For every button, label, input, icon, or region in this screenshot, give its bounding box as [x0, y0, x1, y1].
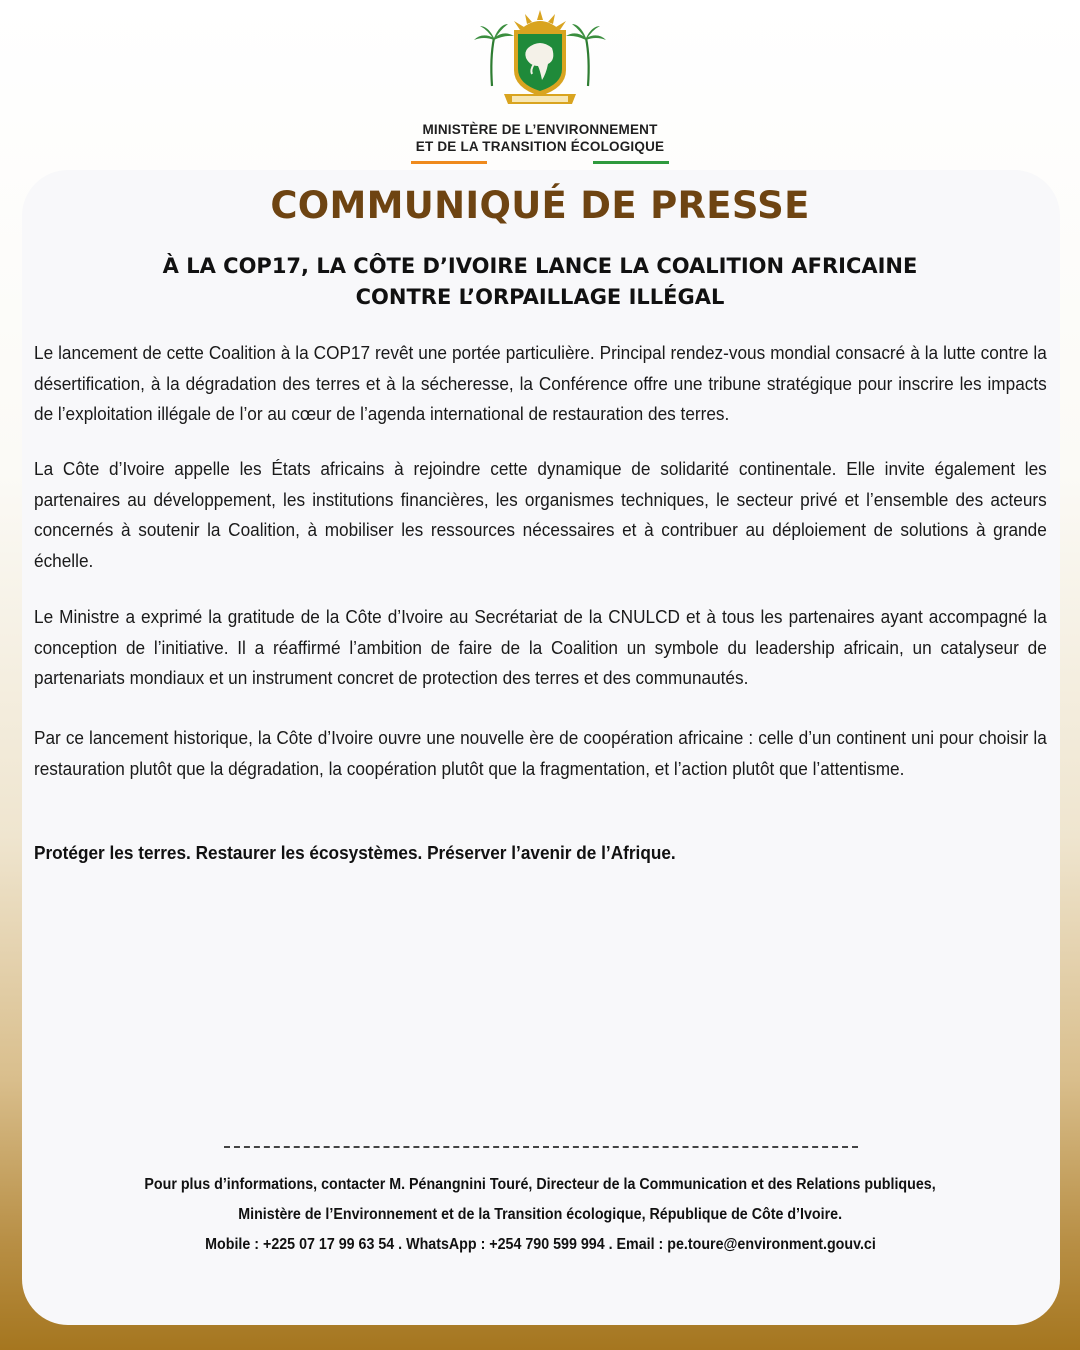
body-paragraph: Par ce lancement historique, la Côte d’Ivoire ouvre une nouvelle ère de coopération africaine : celle d’un continent uni pour choisir la restauration plutôt que la dégradation, la coopération plutôt que la fragmentation, et l’action plutôt que l’attentisme.	[34, 727, 1047, 779]
flag-orange-bar	[411, 161, 487, 164]
body-paragraph: La Côte d’Ivoire appelle les États africains à rejoindre cette dynamique de solidarité continentale. Elle invite également les partenaires au développement, les institutions financières, les organismes techniques, le secteur privé et l’ensemble des acteurs concernés à soutenir la Coalition, à mobiliser les ressources nécessaires et à contribuer au déploiement de solutions à grande échelle.	[34, 458, 1047, 571]
ministry-name-line1: MINISTÈRE DE L’ENVIRONNEMENT	[422, 122, 658, 137]
footer-divider	[224, 1146, 858, 1148]
footer-contact-line2	[0, 1206, 1080, 1224]
footer-text: Ministère de l’Environnement et de la Transition écologique, République de Côte d’Ivoire.	[238, 1206, 842, 1223]
footer-text: Pour plus d’informations, contacter M. Pénangnini Touré, Directeur de la Communication et des Relations publiques,	[144, 1176, 936, 1193]
body-paragraph: Le lancement de cette Coalition à la COP17 revêt une portée particulière. Principal rendez-vous mondial consacré à la lutte contre la désertification, à la dégradation des terres et à la sécheresse, la Conférence offre une tribune stratégique pour inscrire les impacts de l’exploitation illégale de l’or au cœur de l’agenda international de restauration des terres.	[34, 342, 1047, 424]
coat-of-arms-icon	[470, 8, 610, 110]
body-paragraph: Le Ministre a exprimé la gratitude de la Côte d’Ivoire au Secrétariat de la CNULCD et à tous les partenaires ayant accompagné la conception de l’initiative. Il a réaffirmé l’ambition de faire de la Coalition un symbole du leadership africain, un catalyseur de partenariats mondiaux et un instrument concret de protection des terres et des communautés.	[34, 606, 1047, 688]
ministry-name-line2: ET DE LA TRANSITION ÉCOLOGIQUE	[415, 139, 665, 154]
closing-statement: Protéger les terres. Restaurer les écosystèmes. Préserver l’avenir de l’Afrique.	[34, 842, 676, 863]
page-title: COMMUNIQUÉ DE PRESSE	[270, 184, 810, 227]
flag-green-bar	[593, 161, 669, 164]
footer-contact-line3	[0, 1236, 1080, 1254]
headline-line2: CONTRE L’ORPAILLAGE ILLÉGAL	[355, 285, 725, 309]
footer-contacts: Mobile : +225 07 17 99 63 54 . WhatsApp : +254 790 599 994 . Email : pe.toure@environment.gouv.ci	[204, 1236, 876, 1253]
footer-contact-line1	[0, 1176, 1080, 1194]
headline-line1: À LA COP17, LA CÔTE D’IVOIRE LANCE LA COALITION AFRICAINE	[162, 254, 918, 278]
